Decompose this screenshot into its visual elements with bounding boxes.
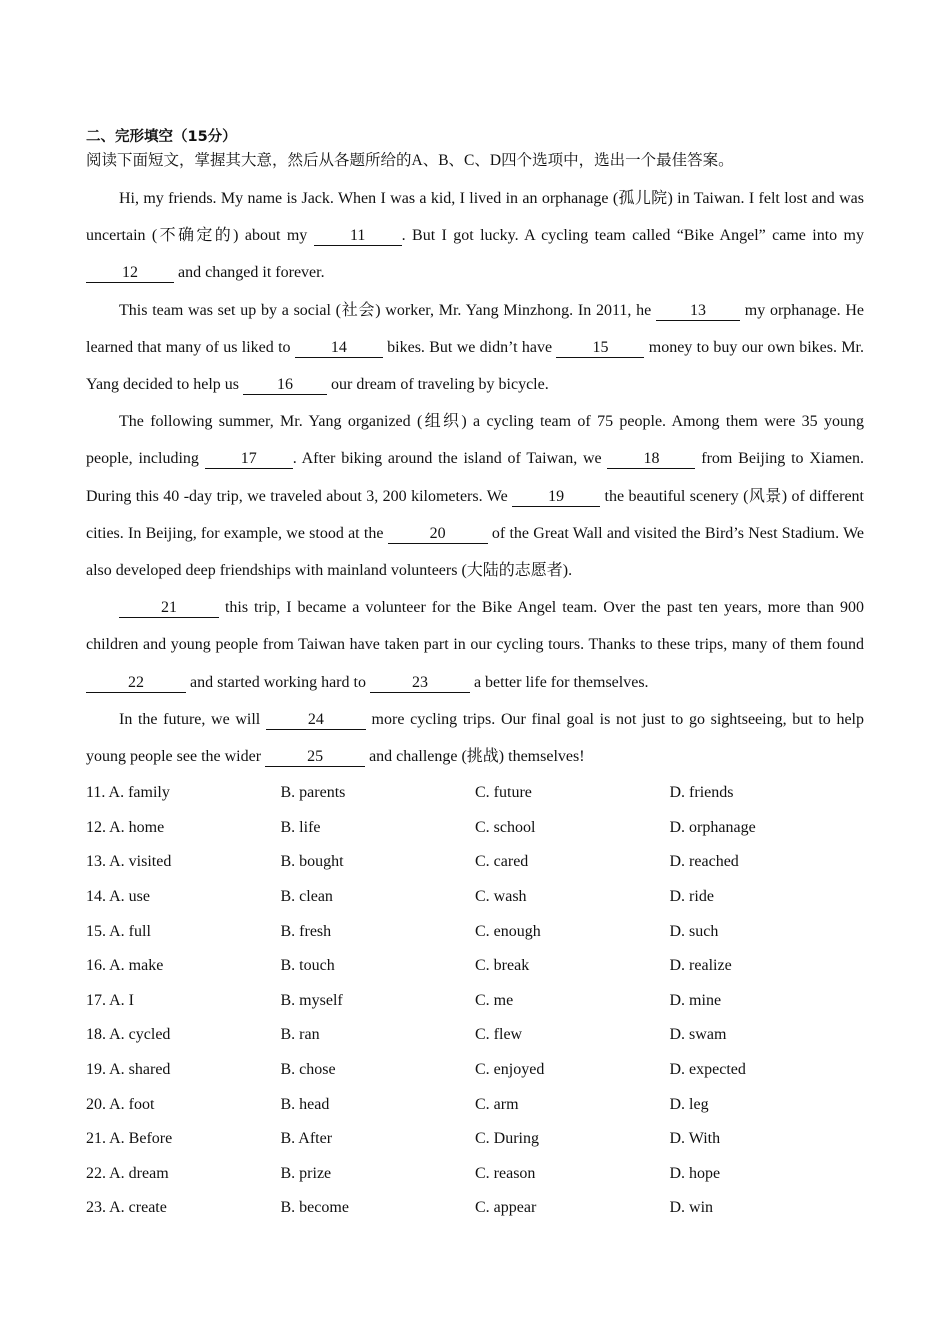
blank-24: 24 bbox=[266, 711, 366, 730]
option-b: B. fresh bbox=[280, 922, 332, 940]
paragraph-3: The following summer, Mr. Yang organized (组织) a cycling team of 75 people. Among them were 35 young people, including 17 . After biking around the island of Taiwan, we 18 from Beijing to Xiamen. During this 40 -day trip, we traveled about 3, 200 kilometers. We 19 the beautiful scenery (风景) of different cities. In Beijing, for example, we stood at the 20 of the Great Wall and visited the Bird’s Nest Stadium. We also developed deep friendships with mainland volunteers (大陆的志愿者). bbox=[86, 413, 865, 580]
option-a: 20. A. foot bbox=[86, 1095, 155, 1113]
blank-14: 14 bbox=[295, 339, 383, 358]
option-row bbox=[86, 915, 864, 950]
section-title: 二、完形填空（15分） bbox=[86, 129, 237, 145]
option-b: B. clean bbox=[280, 888, 333, 906]
option-d: D. mine bbox=[669, 991, 722, 1009]
option-row bbox=[86, 1191, 864, 1226]
blank-20: 20 bbox=[388, 525, 488, 544]
option-b: B. bought bbox=[280, 853, 344, 871]
blank-22: 22 bbox=[86, 674, 186, 693]
option-d: D. such bbox=[669, 922, 719, 940]
option-a: 15. A. full bbox=[86, 922, 151, 940]
blank-18: 18 bbox=[607, 450, 695, 469]
option-d: D. With bbox=[669, 1130, 721, 1148]
option-c: C. arm bbox=[475, 1095, 519, 1113]
option-a: 21. A. Before bbox=[86, 1130, 173, 1148]
option-c: C. appear bbox=[475, 1199, 537, 1217]
blank-16: 16 bbox=[243, 376, 327, 395]
option-c: C. school bbox=[475, 818, 536, 836]
option-c: C. cared bbox=[475, 853, 529, 871]
option-a: 17. A. I bbox=[86, 991, 134, 1009]
option-row bbox=[86, 1018, 864, 1053]
blank-23: 23 bbox=[370, 674, 470, 693]
blank-17: 17 bbox=[205, 450, 293, 469]
option-b: B. parents bbox=[280, 784, 346, 802]
paragraph-2: This team was set up by a social (社会) worker, Mr. Yang Minzhong. In 2011, he 13 my orphanage. He learned that many of us liked to 14 bikes. But we didn’t have 15 money to buy our own bikes. Mr. Yang decided to help us 16 our dream of traveling by bicycle. bbox=[86, 301, 864, 394]
option-d: D. leg bbox=[669, 1095, 709, 1113]
option-c: C. enjoyed bbox=[475, 1061, 545, 1078]
option-d: D. swam bbox=[669, 1026, 727, 1044]
option-d: D. hope bbox=[669, 1164, 721, 1182]
option-a: 13. A. visited bbox=[86, 853, 172, 871]
option-d: D. realize bbox=[669, 957, 732, 975]
option-a: 12. A. home bbox=[86, 818, 165, 836]
blank-19: 19 bbox=[512, 488, 600, 507]
option-b: B. life bbox=[280, 818, 321, 836]
option-row bbox=[86, 776, 864, 811]
option-b: B. After bbox=[280, 1130, 333, 1148]
option-c: C. flew bbox=[475, 1026, 523, 1044]
paragraph-5: In the future, we will 24 more cycling trips. Our final goal is not just to go sightseeing, but to help young people see the wider 25 and challenge (挑战) themselves! bbox=[86, 710, 865, 766]
option-b: B. ran bbox=[280, 1026, 320, 1044]
option-b: B. myself bbox=[280, 991, 343, 1009]
option-b: B. prize bbox=[280, 1164, 332, 1182]
option-a: 11. A. family bbox=[86, 784, 170, 802]
option-c: C. me bbox=[475, 991, 514, 1009]
blank-11: 11 bbox=[314, 227, 402, 246]
option-row bbox=[86, 880, 864, 915]
option-row bbox=[86, 1088, 864, 1123]
option-a: 18. A. cycled bbox=[86, 1026, 171, 1044]
option-b: B. chose bbox=[280, 1061, 336, 1078]
instruction-text: 阅读下面短文，掌握其大意，然后从各题所给的A、B、C、D四个选项中，选出一个最佳答案。 bbox=[86, 152, 734, 169]
blank-25: 25 bbox=[265, 748, 365, 767]
answer-options bbox=[86, 776, 864, 1226]
paragraph-4: 21 this trip, I became a volunteer for the Bike Angel team. Over the past ten years, more than 900 children and young people from Taiwan have taken part in our cycling tours. Thanks to these trips, many of them found 22 and started working hard to 23 a better life for themselves. bbox=[86, 599, 864, 691]
option-d: D. reached bbox=[669, 853, 739, 871]
option-d: D. win bbox=[669, 1199, 714, 1217]
option-a: 19. A. shared bbox=[86, 1061, 171, 1078]
option-a: 14. A. use bbox=[86, 888, 150, 906]
option-d: D. orphanage bbox=[669, 818, 756, 836]
option-c: C. future bbox=[475, 784, 532, 802]
option-row bbox=[86, 984, 864, 1019]
paragraph-1: Hi, my friends. My name is Jack. When I was a kid, I lived in an orphanage (孤儿院) in Taiwan. I felt lost and was uncertain (不确定的) about my 11 . But I got lucky. A cycling team called “Bike Angel” came into my 12 and changed it forever. bbox=[86, 190, 864, 282]
option-row bbox=[86, 811, 864, 846]
option-d: D. ride bbox=[669, 888, 714, 906]
option-row bbox=[86, 1122, 864, 1157]
blank-21: 21 bbox=[119, 599, 219, 618]
option-a: 23. A. create bbox=[86, 1199, 167, 1217]
option-b: B. touch bbox=[280, 957, 335, 975]
option-row bbox=[86, 1157, 864, 1192]
blank-15: 15 bbox=[556, 339, 644, 358]
option-c: C. During bbox=[475, 1130, 539, 1148]
option-c: C. reason bbox=[475, 1164, 536, 1182]
option-c: C. enough bbox=[475, 922, 541, 940]
option-b: B. head bbox=[280, 1095, 330, 1113]
option-a: 16. A. make bbox=[86, 957, 164, 975]
option-row bbox=[86, 949, 864, 984]
option-c: C. wash bbox=[475, 888, 527, 906]
blank-13: 13 bbox=[656, 302, 740, 321]
option-d: D. friends bbox=[669, 784, 734, 802]
option-b: B. become bbox=[280, 1199, 349, 1217]
exam-page bbox=[86, 126, 864, 1226]
option-row bbox=[86, 1053, 864, 1088]
option-row bbox=[86, 845, 864, 880]
option-d: D. expected bbox=[669, 1061, 746, 1078]
blank-12: 12 bbox=[86, 264, 174, 283]
option-c: C. break bbox=[475, 957, 530, 975]
option-a: 22. A. dream bbox=[86, 1164, 169, 1182]
